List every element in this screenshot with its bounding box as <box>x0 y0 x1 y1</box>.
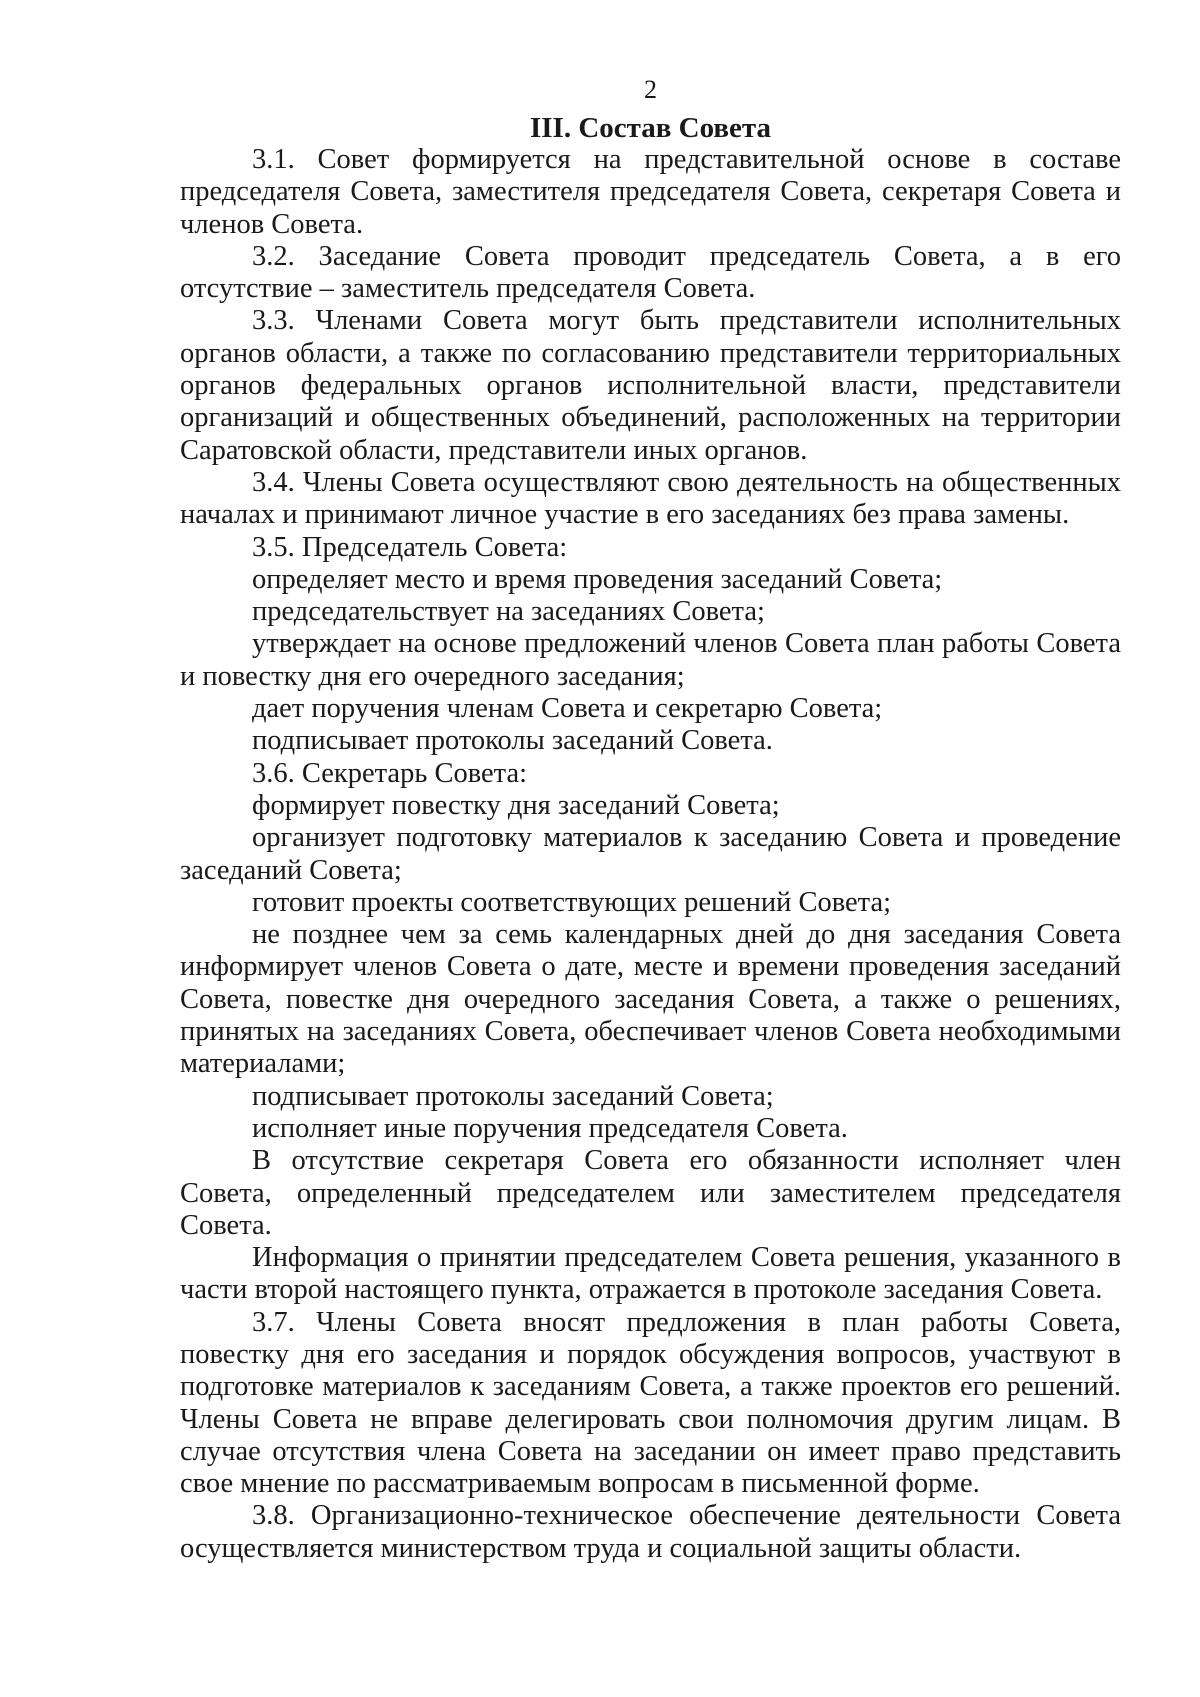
list-item: формирует повестку дня заседаний Совета; <box>252 789 780 821</box>
list-item: готовит проекты соответствующих решений Совета; <box>252 886 892 918</box>
paragraph-3-4: 3.4. Члены Совета осуществляют свою деятельность на общественных началах и принимают личное участие в его заседаниях без права замены. <box>180 466 1121 531</box>
paragraph-3-8: 3.8. Организационно-техническое обеспечение деятельности Совета осуществляется министерством труда и социальной защиты области. <box>180 1500 1121 1564</box>
list-item: подписывает протоколы заседаний Совета. <box>252 725 773 757</box>
page-number: 2 <box>644 75 657 104</box>
list-item: утверждает на основе предложений членов Совета план работы Совета и повестку дня его очередного заседания; <box>180 628 1121 692</box>
paragraph-3-5: 3.5. Председатель Совета: <box>252 531 568 563</box>
list-item: дает поручения членам Совета и секретарю Совета; <box>252 693 883 725</box>
paragraph-3-2: 3.2. Заседание Совета проводит председатель Совета, а в его отсутствие – заместитель председателя Совета. <box>180 240 1121 305</box>
paragraph-3-6: 3.6. Секретарь Совета: <box>252 757 528 789</box>
document-page <box>180 70 1121 1565</box>
list-item: определяет место и время проведения заседаний Совета; <box>252 563 943 595</box>
section-body <box>180 144 1121 1565</box>
paragraph-3-1: 3.1. Совет формируется на представительной основе в составе председателя Совета, заместителя председателя Совета, секретаря Совета и членов Совета. <box>180 144 1121 240</box>
paragraph-3-3: 3.3. Членами Совета могут быть представители исполнительных органов области, а также по согласованию представители территориальных органов федеральных органов исполнительной власти, представители организаций и общественных объединений, расположенных на территории Саратовской области, представители иных органов. <box>180 305 1121 466</box>
list-item: исполняет иные поручения председателя Совета. <box>252 1112 848 1144</box>
paragraph-3-7: 3.7. Члены Совета вносят предложения в план работы Совета, повестку дня его заседания и порядок обсуждения вопросов, участвуют в подготовке материалов к заседаниям Совета, а также проектов его решений. Члены Совета не вправе делегировать свои полномочия другим лицам. В случае отсутствия члена Совета на заседании он имеет право представить свое мнение по рассматриваемым вопросам в письменной форме. <box>180 1306 1121 1500</box>
section-title: III. Состав Совета <box>529 112 772 144</box>
list-item: подписывает протоколы заседаний Совета; <box>252 1080 774 1112</box>
list-item: организует подготовку материалов к заседанию Совета и проведение заседаний Совета; <box>180 822 1121 886</box>
list-item: председательствует на заседаниях Совета; <box>252 596 765 628</box>
paragraph: Информация о принятии председателем Совета решения, указанного в части второй настоящего пункта, отражается в протоколе заседания Совета. <box>180 1242 1121 1306</box>
list-item: не позднее чем за семь календарных дней до дня заседания Совета информирует членов Совета о дате, месте и времени проведения заседаний Совета, повестке дня очередного заседания Совета, а также о решениях, принятых на заседаниях Совета, обеспечивает членов Совета необходимыми материалами; <box>180 919 1121 1080</box>
paragraph: В отсутствие секретаря Совета его обязанности исполняет член Совета, определенный председателем или заместителем председателя Совета. <box>180 1145 1121 1241</box>
